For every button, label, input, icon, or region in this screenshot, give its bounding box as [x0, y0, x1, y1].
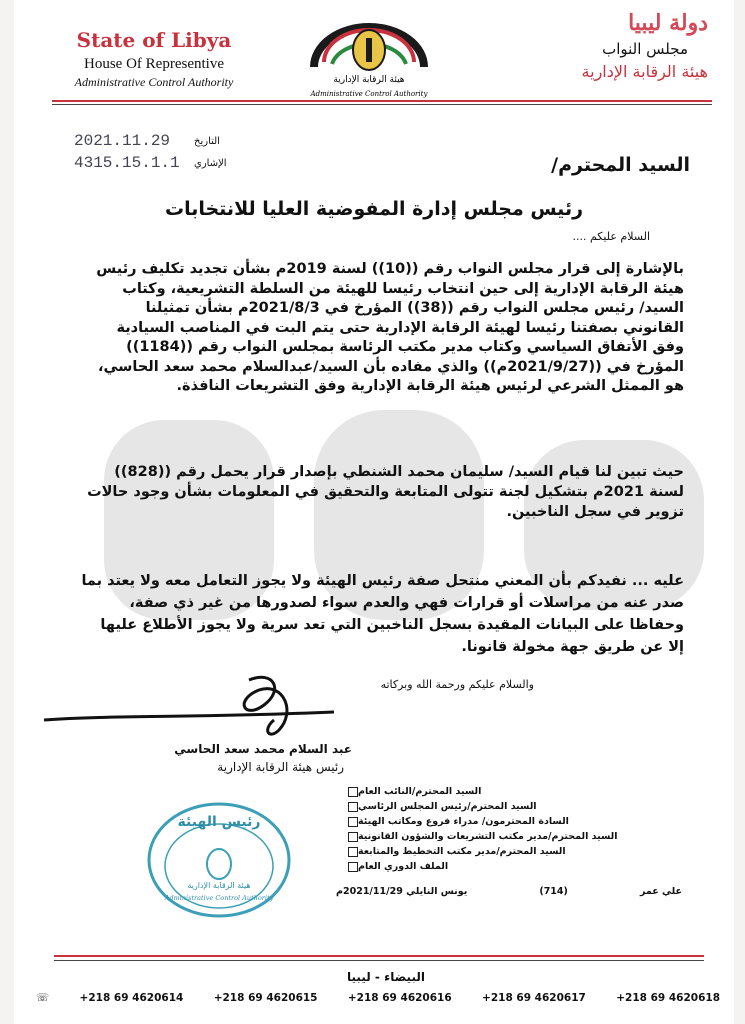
header-ar-house-line: مجلس النواب: [602, 40, 688, 58]
reference-label: الإشاري: [194, 157, 227, 169]
distribution-item: السادة المحترمون/ مدراء فروع ومكاتب الهيئة: [344, 814, 666, 829]
stamp-english-text: Administrative Control Authority: [164, 894, 274, 902]
header-ar-authority-line: هيئة الرقابة الإدارية: [581, 62, 708, 81]
body-paragraph-2: حيث تبين لنا قيام السيد/ سليمان محمد الشنطي بإصدار قرار يحمل رقم ((828)) لسنة 2021م بتشكيل لجنة تتولى المتابعة والتحقيق في المعلومات بشأن وجود حالات تزوير في سجل الناخبين.: [87, 464, 684, 520]
closing-line: والسلام عليكم ورحمة الله وبركاته: [380, 678, 534, 691]
distribution-item: السيد المحترم/مدير مكتب التخطيط والمتابعة: [344, 844, 666, 859]
phone-number: +218 69 4620616: [347, 992, 452, 1004]
phone-number: +218 69 4620617: [482, 992, 586, 1004]
addressee-title: رئيس مجلس إدارة المفوضية العليا للانتخابات: [164, 198, 584, 220]
checker-name: علي عمر: [639, 886, 682, 897]
phone-number: +218 69 4620618: [616, 992, 720, 1004]
body-paragraph-1: بالإشارة إلى قرار مجلس النواب رقم ((10)) لسنة 2019م بشأن تجديد تكليف رئيس هيئة الرقابة الإدارية إلى حين انتخاب رئيسا للهيئة من السلطة التشريعية، وكتاب السيد/ رئيس مجلس النواب رقم ((38)) المؤرخ في 2021/8/3م بشأن تمثيلنا القانوني بصفتنا رئيسا لهيئة الرقابة الإدارية حتى يتم البت في المناصب السيادية وفق الأتفاق السياسي وكتاب مدير مكتب الرئاسة بمجلس النواب رقم ((1184)) المؤرخ في ((2021/9/27م)) والذي مفاده بأن السيد/عبدالسلام محمد سعد الحاسي، هو الممثل الشرعي لرئيس هيئة الرقابة الإدارية وفق التشريعات النافذة.: [96, 261, 684, 394]
authority-emblem-icon: [294, 12, 444, 102]
distribution-list: [344, 784, 666, 874]
emblem-english-text: Administrative Control Authority: [310, 90, 428, 98]
reference-value: 4315.15.1.1: [74, 154, 180, 172]
footer-divider: [54, 955, 704, 957]
letter-page: [14, 0, 734, 1024]
greeting: السلام عليكم ....: [572, 230, 650, 243]
emblem-arabic-text: هيئة الرقابة الإدارية: [333, 75, 405, 85]
distribution-item: الملف الدوري العام: [344, 859, 666, 874]
footer-phone-numbers: [36, 992, 720, 1004]
official-stamp-icon: [144, 800, 294, 920]
date-value: 2021.11.29: [74, 132, 171, 150]
body-paragraph-3: عليه ... نفيدكم بأن المعني منتحل صفة رئيس الهيئة ولا يجوز التعامل معه ولا يعتد بما صدر عنه من مراسلات أو قرارات فهي والعدم سواء لصدورها من غير ذي صفة، وحفاظا على البيانات المقيدة بسجل الناخبين التي تعد سرية ولا يجوز الأطلاع عليها إلا عن طريق جهة مخولة قانونا.: [81, 573, 684, 655]
distribution-item: السيد المحترم/النائب العام: [344, 784, 666, 799]
footer-divider-thin: [54, 960, 704, 961]
header-arabic: [488, 10, 708, 81]
header-divider: [52, 100, 712, 102]
signatory-name: عبد السلام محمد سعد الحاسي: [174, 742, 352, 756]
date-label: التاريخ: [194, 135, 220, 147]
header-english: [44, 28, 264, 90]
phone-number: +218 69 4620615: [213, 992, 318, 1004]
salutation: السيد المحترم/: [551, 154, 690, 176]
footer-city: البيضاء - ليبيا: [347, 970, 425, 984]
distribution-item: السيد المحترم/رئيس المجلس الرئاسي: [344, 799, 666, 814]
header-state-title: State of Libya: [76, 28, 232, 52]
header-authority-line: Administrative Control Authority: [74, 75, 234, 89]
file-number: (714): [539, 886, 568, 897]
handwritten-signature: [34, 660, 354, 750]
distribution-item: السيد المحترم/مدير مكتب التشريعات والشؤون القانونية: [344, 829, 666, 844]
file-reference-line: [336, 886, 682, 897]
signatory-title: رئيس هيئة الرقابة الإدارية: [217, 760, 344, 774]
header-divider-thin: [52, 104, 712, 105]
phone-icon: ☏: [36, 992, 50, 1004]
stamp-arabic-text: هيئة الرقابة الإدارية: [187, 881, 251, 890]
date-reference-block: [74, 130, 274, 174]
phone-number: +218 69 4620614: [79, 992, 184, 1004]
header-ar-state-title: دولة ليبيا: [628, 10, 708, 36]
header-house-line: House Of Representive: [84, 56, 224, 72]
typist-line: يونس النايلي 2021/11/29م: [336, 886, 468, 897]
stamp-title-text: رئيس الهيئة: [177, 814, 261, 830]
